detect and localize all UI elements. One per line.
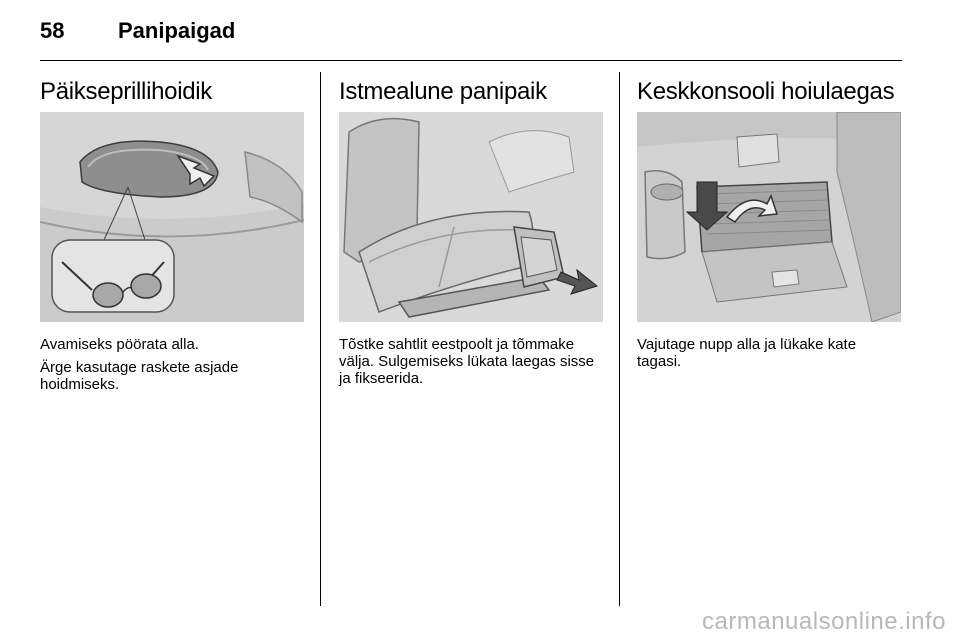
paragraph: Vajutage nupp alla ja lükake kate tagasi.: [637, 336, 857, 370]
section-center-console-storage: [637, 72, 901, 370]
under-seat-drawer-illustration: [339, 112, 603, 322]
page-header: [40, 18, 920, 50]
watermark: carmanualsonline.info: [702, 608, 946, 635]
header-divider: [40, 60, 902, 61]
column-divider: [320, 72, 321, 606]
column-divider: [619, 72, 620, 606]
paragraph: Avamiseks pöörata alla.: [40, 336, 199, 353]
center-console-storage-illustration: [637, 112, 901, 322]
section-sunglasses-holder: [40, 72, 304, 393]
section-under-seat-storage: [339, 72, 603, 387]
section-body: [40, 336, 302, 399]
section-title: Päikseprillihoidik: [40, 78, 213, 105]
paragraph: Tõstke sahtlit eestpoolt ja tõmmake välja. Sulgemiseks lükata laegas sisse ja fikseerida.: [339, 336, 595, 387]
section-title: Istmealune panipaik: [339, 78, 547, 105]
section-body: [339, 336, 601, 393]
section-title: Keskkonsooli hoiulaegas: [637, 78, 895, 105]
sunglasses-holder-illustration: [40, 112, 304, 322]
page-number: 58: [40, 18, 65, 43]
running-title: Panipaigad: [118, 18, 236, 43]
paragraph: Ärge kasutage raskete asjade hoidmiseks.: [40, 359, 239, 393]
section-body: [637, 336, 899, 376]
